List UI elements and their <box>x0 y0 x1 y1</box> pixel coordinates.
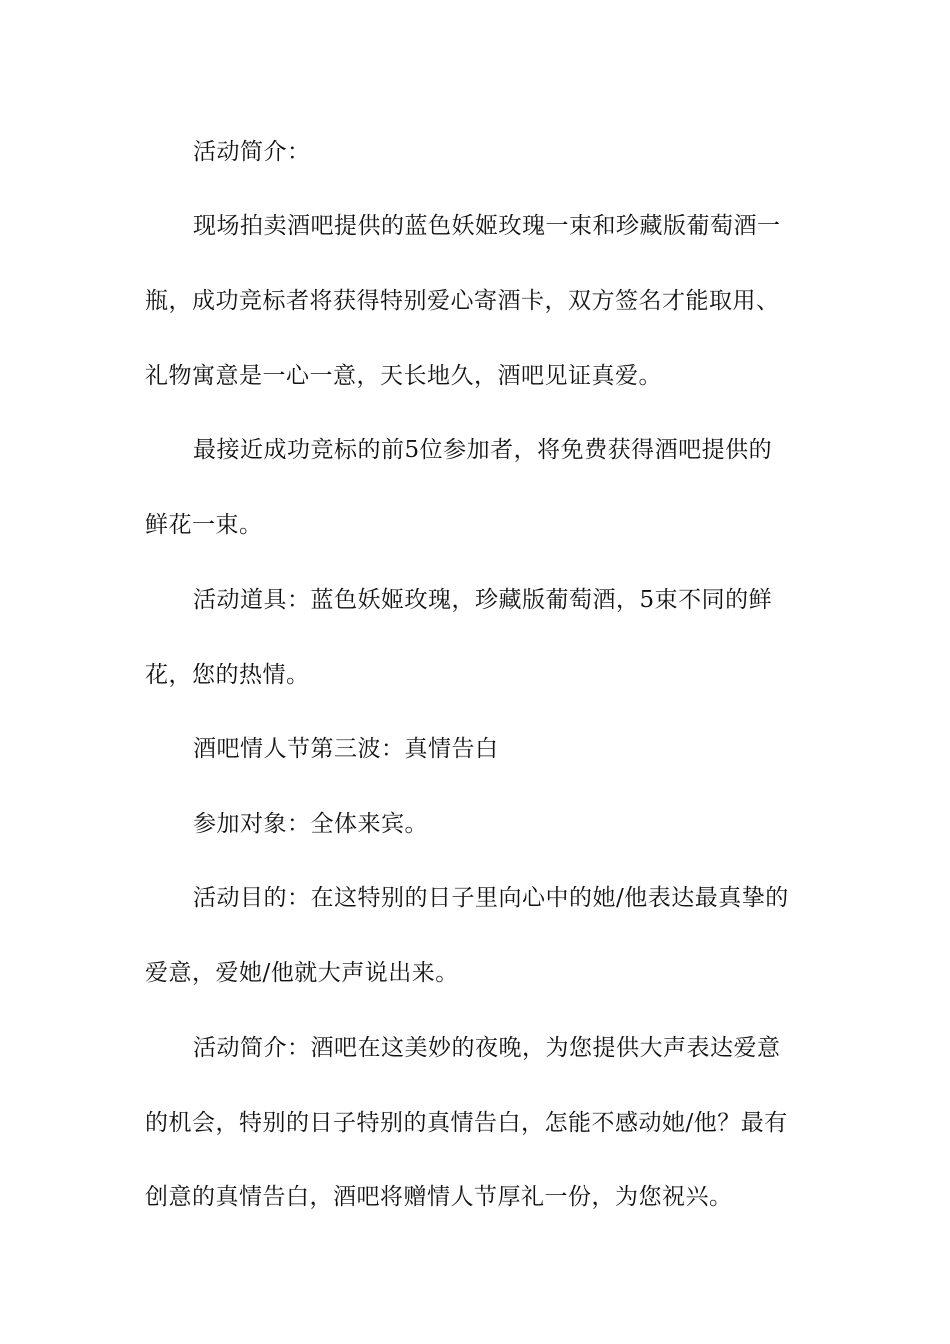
text-line: 礼物寓意是一心一意，天长地久，酒吧见证真爱。 <box>145 363 662 389</box>
text-line: 花，您的热情。 <box>145 662 310 688</box>
text-line: 鲜花一束。 <box>145 512 263 538</box>
text-line: 活动道具：蓝色妖姬玫瑰，珍藏版葡萄酒，5束不同的鲜 <box>193 587 773 613</box>
text-line: 现场拍卖酒吧提供的蓝色妖姬玫瑰一束和珍藏版葡萄酒一 <box>193 213 781 239</box>
text-line: 参加对象：全体来宾。 <box>193 811 428 837</box>
text-line: 活动目的：在这特别的日子里向心中的她/他表达最真挚的 <box>193 885 789 911</box>
text-line: 创意的真情告白，酒吧将赠情人节厚礼一份，为您祝兴。 <box>145 1184 733 1210</box>
text-line: 瓶，成功竞标者将获得特别爱心寄酒卡，双方签名才能取用、 <box>145 288 780 314</box>
text-line: 酒吧情人节第三波：真情告白 <box>193 736 499 762</box>
text-line: 活动简介：酒吧在这美妙的夜晚，为您提供大声表达爱意 <box>193 1035 781 1061</box>
text-line: 最接近成功竞标的前5位参加者，将免费获得酒吧提供的 <box>193 437 773 463</box>
text-line: 的机会，特别的日子特别的真情告白，怎能不感动她/他？最有 <box>145 1110 788 1136</box>
text-line: 爱意，爱她/他就大声说出来。 <box>145 960 459 986</box>
text-line: 活动简介： <box>193 139 311 165</box>
